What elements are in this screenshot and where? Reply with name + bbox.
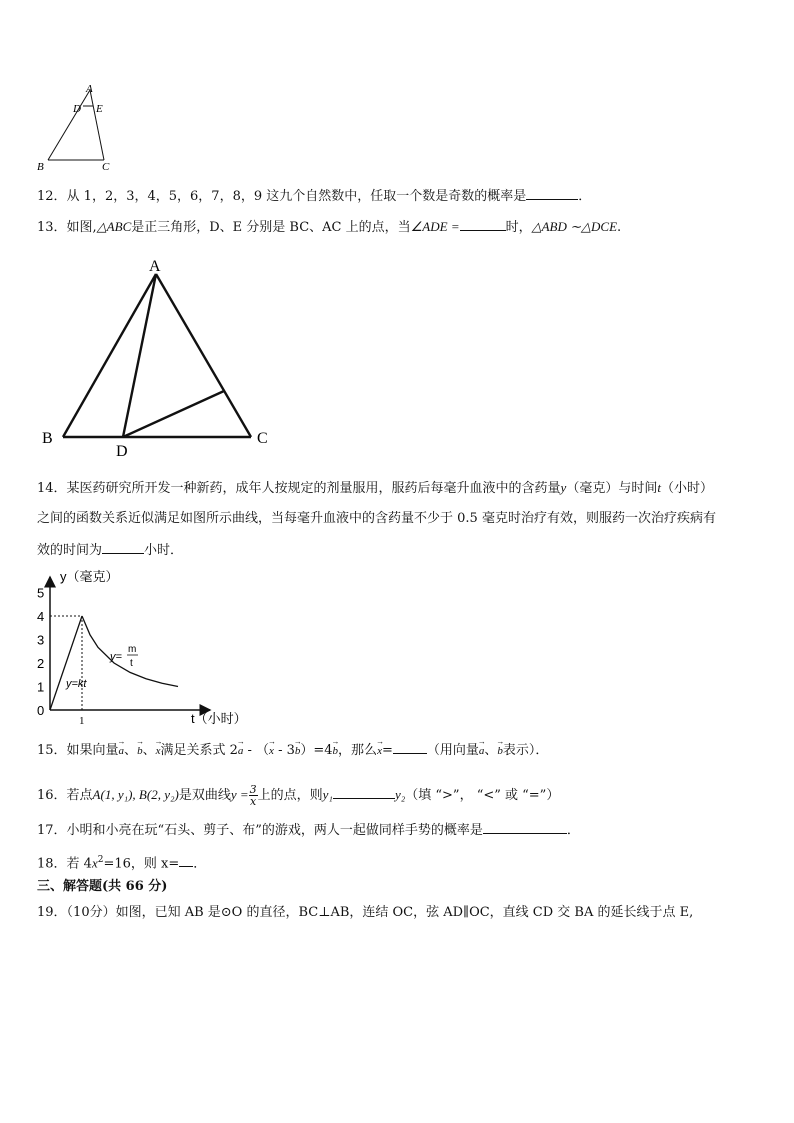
question-17	[37, 821, 580, 840]
question-14-line2	[37, 510, 716, 528]
q14-text-b: （毫克）与时间	[566, 481, 658, 496]
q15-vec-a-2: → a	[238, 742, 244, 760]
x-tick-label-1: 1	[79, 715, 85, 727]
series-line-1	[50, 616, 82, 710]
segment-de	[123, 391, 224, 437]
small-edge-ab	[48, 90, 90, 160]
q15-vec-b-2: → b	[295, 742, 301, 760]
q18-pre: 18．若 4	[37, 856, 92, 872]
q18-x: x	[91, 855, 98, 871]
q17-end: ．	[566, 823, 580, 838]
q15-sep-2: 、	[142, 743, 156, 758]
q17-text: 17．小明和小亮在玩“石头、剪子、布”的游戏，两人一起做同样手势的概率是	[37, 823, 483, 838]
question-14-line3	[37, 541, 183, 560]
label-a: A	[149, 258, 161, 275]
q16-denominator: x	[250, 795, 257, 808]
q12-answer-blank[interactable]	[526, 187, 578, 200]
q16-answer-blank[interactable]	[333, 786, 395, 799]
q15-vec-x-3: → x	[377, 742, 382, 760]
y-tick-label-5: 5	[37, 585, 45, 601]
small-label-b: B	[37, 161, 44, 173]
edge-ab	[63, 274, 156, 437]
q14-text-line3b: 小时．	[144, 543, 184, 558]
q15-vec-b-3: → b	[333, 742, 339, 760]
q15-eq: =	[381, 743, 393, 758]
q14-text-a: 14．某医药研究所开发一种新药，成年人按规定的剂量服用，服药后每毫升血液中的含药量	[37, 481, 561, 496]
small-label-a: A	[86, 83, 93, 95]
q16-y1: y₁	[322, 787, 333, 802]
small-label-e: E	[96, 103, 103, 115]
q14-y-var: y	[560, 480, 567, 495]
q15-vec-b-4: → b	[497, 742, 503, 760]
q15-post: （用向量	[426, 743, 479, 758]
q15-answer-blank[interactable]	[393, 741, 427, 754]
q15-post2: 表示）．	[502, 743, 549, 758]
small-label-c: C	[102, 161, 110, 173]
question-12	[37, 187, 591, 206]
triangle-abc-figure	[38, 252, 278, 457]
q15-vec-a-1: → a	[119, 742, 125, 760]
q14-text-line3a: 效的时间为	[37, 543, 103, 558]
y-tick-label-3: 3	[37, 632, 45, 648]
q13-angle-ade: ∠ADE =	[410, 219, 460, 234]
question-19: 19．（10分）如图，已知 AB 是⊙O 的直径，BC⊥AB，连结 OC，弦 AD∥OC，直线 CD 交 BA 的延长线于点 E,	[37, 905, 694, 920]
q15-sep-3: 、	[484, 743, 498, 758]
q15-vec-x-1: → x	[156, 742, 161, 760]
section-3-heading: 三、解答题(共 66 分)	[37, 879, 168, 894]
y-axis-label: y（毫克）	[60, 569, 119, 584]
q12-end: ．	[578, 189, 592, 204]
label-b: B	[42, 430, 53, 447]
question-15	[37, 741, 548, 760]
q16-numerator: 3	[249, 783, 257, 796]
q15-vec-b-1: → b	[137, 742, 143, 760]
q13-similar: △ABD ∼△DCE	[531, 219, 618, 234]
q15-sep-1: 、	[124, 743, 138, 758]
q15-mid: 满足关系式 2	[160, 743, 238, 758]
label-c: C	[257, 430, 268, 447]
q18-post: =16，则 x=	[103, 856, 180, 872]
q18-exponent: 2	[97, 855, 104, 865]
y-tick-label-4: 4	[37, 609, 45, 624]
small-triangle-figure	[34, 82, 124, 174]
drug-concentration-chart	[30, 565, 260, 730]
annotation-m: m	[128, 644, 137, 655]
question-18	[37, 851, 206, 873]
q18-end: ．	[193, 856, 207, 872]
q16-post: 上的点，则	[257, 788, 323, 803]
q17-answer-blank[interactable]	[483, 821, 567, 834]
q13-triangle-abc: △ABC	[96, 219, 132, 234]
q14-t-var: t	[657, 480, 661, 495]
segment-ad	[123, 274, 156, 437]
q15-vec-a-3: → a	[479, 742, 485, 760]
edge-ac	[156, 274, 251, 437]
question-14-line1	[37, 479, 713, 498]
small-edge-ac	[90, 90, 104, 160]
q12-text: 12．从 1，2，3，4，5，6，7，8，9 这九个自然数中，任取一个数是奇数的概率是	[37, 189, 527, 204]
label-d: D	[116, 443, 128, 457]
q15-paren: ）=4	[300, 743, 333, 758]
annotation-t: t	[130, 658, 133, 669]
q15-minus3: - 3	[273, 743, 295, 758]
annotation-y-kt: y=kt	[66, 678, 87, 690]
q14-text-c: （小时）	[660, 481, 713, 496]
q16-fraction	[249, 784, 258, 807]
q16-tail: （填 “>”， “<” 或 “=”）	[405, 788, 560, 803]
q15-minus: - （	[243, 743, 270, 758]
q13-post: 时，	[505, 220, 532, 235]
q15-then: ，那么	[338, 743, 378, 758]
y-tick-label-1: 1	[37, 679, 45, 695]
q15-pre: 15．如果向量	[37, 743, 119, 758]
x-axis-label: t（小时）	[191, 711, 247, 726]
q18-answer-blank[interactable]	[179, 854, 193, 867]
q16-y-eq: y =	[230, 787, 249, 802]
q13-end: .	[617, 220, 622, 235]
question-13	[37, 218, 621, 237]
q14-answer-blank[interactable]	[102, 541, 144, 554]
q14-text-line2: 之间的函数关系近似满足如图所示曲线，当每毫升血液中的含药量不少于 0.5 毫克时治疗有效，则服药一次治疗疾病有	[37, 511, 716, 526]
y-tick-label-2: 2	[37, 656, 45, 671]
q16-mid: 是双曲线	[178, 788, 231, 803]
annotation-y-m-over-t: y=	[110, 651, 122, 663]
y-tick-label-0: 0	[37, 703, 45, 718]
small-label-d: D	[73, 103, 81, 115]
q16-pre: 16．若点	[37, 788, 93, 803]
q13-mid: 是正三角形，D、E 分别是 BC、AC 上的点，当	[131, 220, 411, 235]
q16-y2: y₂	[394, 787, 406, 802]
question-16	[37, 784, 559, 807]
q16-points: A(1, y₁), B(2, y₂)	[92, 787, 179, 802]
q15-vec-x-2: → x	[269, 742, 274, 760]
q13-pre: 13．如图,	[37, 220, 97, 235]
q13-answer-blank[interactable]	[460, 218, 506, 231]
